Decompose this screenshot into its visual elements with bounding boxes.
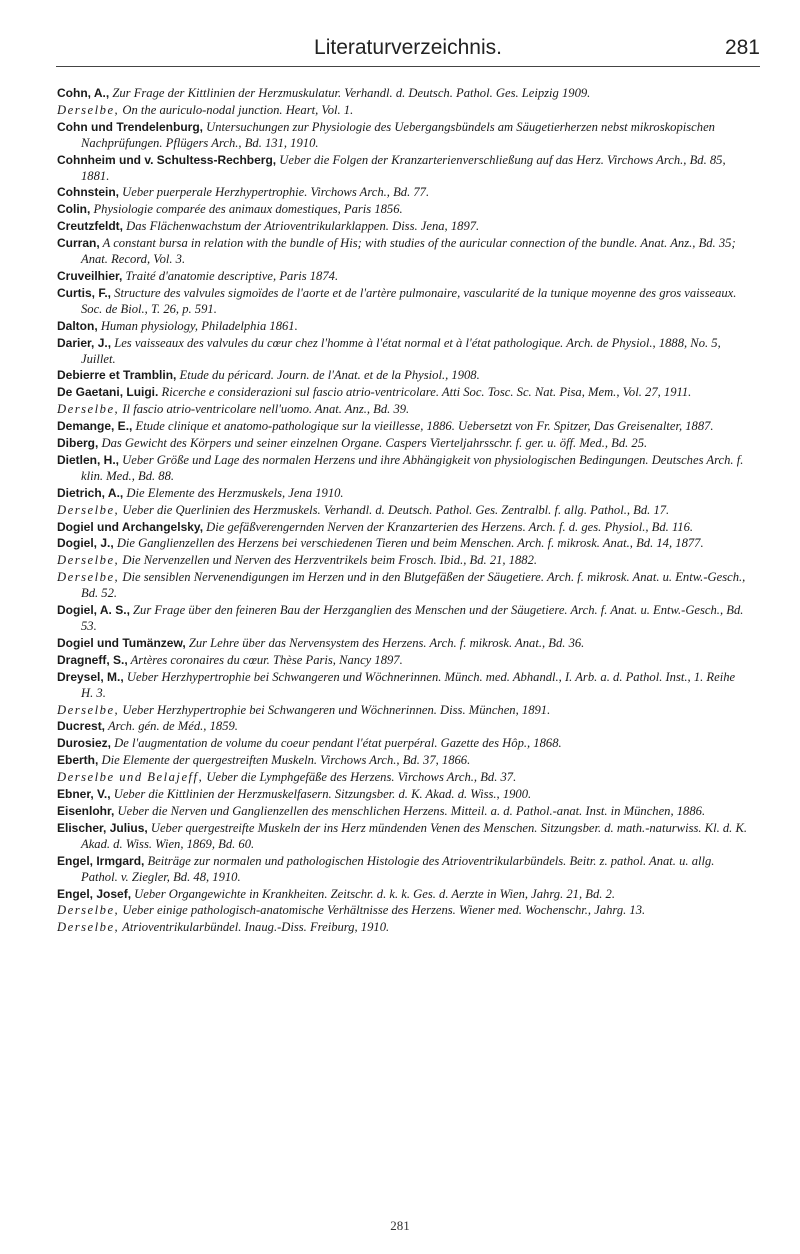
- reference-author: Dalton,: [57, 318, 98, 333]
- reference-author: Ebner, V.,: [57, 787, 111, 802]
- reference-author: Cohnstein,: [57, 185, 119, 200]
- reference-entry: [57, 520, 747, 536]
- header-page-number: 281: [724, 36, 760, 59]
- reference-text: Etude clinique et anatomo-pathologique sur la vieillesse, 1886. Uebersetzt von Fr. Spitzer, Das Greisenalter, 1887.: [132, 419, 714, 434]
- reference-text: Ricerche e considerazioni sul fascio atrio-ventricolare. Atti Soc. Tosc. Sc. Nat. Pisa, Mem., Vol. 27, 1911.: [158, 385, 692, 400]
- reference-author: Cohn und Trendelenburg,: [57, 119, 203, 134]
- reference-entry: [57, 787, 747, 803]
- reference-entry: [57, 670, 747, 702]
- reference-text: Arch. gén. de Méd., 1859.: [105, 719, 238, 734]
- reference-author: Dietrich, A.,: [57, 485, 124, 500]
- reference-entry: [57, 603, 747, 635]
- reference-author: Derselbe und Belajeff,: [57, 770, 204, 785]
- reference-author: Derselbe,: [57, 702, 120, 717]
- running-header: [56, 32, 760, 67]
- reference-entry: [57, 286, 747, 318]
- reference-author: Elischer, Julius,: [57, 820, 148, 835]
- reference-author: Darier, J.,: [57, 335, 112, 350]
- reference-author: Creutzfeldt,: [57, 219, 123, 234]
- reference-author: Derselbe,: [57, 903, 120, 918]
- reference-entry: [57, 436, 747, 452]
- reference-author: Cohn, A.,: [57, 86, 110, 100]
- reference-entry: [57, 753, 747, 769]
- reference-author: Dogiel, J.,: [57, 536, 114, 551]
- reference-entry: [57, 319, 747, 335]
- reference-text: Ueber puerperale Herzhypertrophie. Virchows Arch., Bd. 77.: [119, 185, 430, 200]
- reference-text: Die Nervenzellen und Nerven des Herzventrikels beim Frosch. Ibid., Bd. 21, 1882.: [119, 553, 538, 568]
- reference-entry: [57, 854, 747, 886]
- reference-text: Die gefäßverengernden Nerven der Kranzarterien des Herzens. Arch. f. d. ges. Physiol., Bd. 116.: [203, 519, 694, 534]
- reference-entry: [57, 86, 747, 102]
- reference-entry: [57, 503, 747, 519]
- reference-author: Eberth,: [57, 753, 99, 768]
- reference-entry: [57, 185, 747, 201]
- reference-entry: [57, 120, 747, 152]
- reference-author: Curtis, F.,: [57, 285, 112, 300]
- reference-author: Derselbe,: [57, 102, 120, 117]
- reference-entry: [57, 804, 747, 820]
- reference-text: Ueber Herzhypertrophie bei Schwangeren und Wöchnerinnen. Münch. med. Abhandl., I. Arb. a. d. Pathol. Inst., 1. Reihe H. 3.: [81, 669, 736, 700]
- reference-text: Ueber die Lymphgefäße des Herzens. Virchows Arch., Bd. 37.: [203, 770, 517, 785]
- reference-text: Das Flächenwachstum der Atrioventrikularklappen. Diss. Jena, 1897.: [123, 219, 480, 234]
- reference-author: Debierre et Tramblin,: [57, 368, 177, 383]
- reference-author: Curran,: [57, 236, 100, 251]
- reference-author: Cruveilhier,: [57, 268, 123, 283]
- reference-entry: [57, 486, 747, 502]
- reference-text: Physiologie comparée des animaux domestiques, Paris 1856.: [90, 202, 403, 217]
- reference-text: Ueber die Kittlinien der Herzmuskelfasern. Sitzungsber. d. K. Akad. d. Wiss., 1900.: [110, 787, 532, 802]
- reference-author: Derselbe,: [57, 502, 120, 517]
- reference-author: Derselbe,: [57, 553, 120, 568]
- reference-entry: [57, 402, 747, 418]
- reference-author: Eisenlohr,: [57, 803, 115, 818]
- reference-author: Dietlen, H.,: [57, 452, 120, 467]
- reference-text: Zur Frage über den feineren Bau der Herzganglien des Menschen und der Säugetiere. Arch. f. Anat. u. Entw.-Gesch., Bd. 53.: [81, 603, 744, 633]
- reference-text: Zur Lehre über das Nervensystem des Herzens. Arch. f. mikrosk. Anat., Bd. 36.: [185, 635, 585, 650]
- reference-entry: [57, 719, 747, 735]
- reference-text: Structure des valvules sigmoïdes de l'aorte et de l'artère pulmonaire, vascularité de la tunique moyenne des gros vaisseaux. Soc. de Biol., T. 26, p. 591.: [81, 285, 737, 316]
- reference-text: On the auriculo-nodal junction. Heart, Vol. 1.: [119, 102, 354, 117]
- reference-text: Beiträge zur normalen und pathologischen Histologie des Atrioventrikularbündels. Beitr. z. pathol. Anat. u. allg. Pathol. v. Ziegler, Bd. 48, 1910.: [81, 853, 715, 884]
- reference-text: Ueber quergestreifte Muskeln der ins Herz mündenden Venen des Menschen. Sitzungsber. d. math.-naturwiss. Kl. d. K. Akad. d. Wiss. Wien, 1869, Bd. 60.: [81, 820, 748, 851]
- reference-entry: [57, 821, 747, 853]
- reference-text: Die Ganglienzellen des Herzens bei verschiedenen Tieren und beim Menschen. Arch. f. mikrosk. Anat., Bd. 14, 1877.: [113, 536, 704, 551]
- reference-entry: [57, 770, 747, 786]
- reference-text: Ueber Größe und Lage des normalen Herzens und ihre Abhängigkeit von physiologischen Bedingungen. Deutsches Arch. f. klin. Med., Bd. 88.: [81, 452, 744, 483]
- reference-text: Traité d'anatomie descriptive, Paris 1874.: [122, 268, 339, 283]
- reference-author: Cohnheim und v. Schultess-Rechberg,: [57, 152, 277, 167]
- reference-entry: [57, 887, 747, 903]
- reference-author: Dogiel, A. S.,: [57, 603, 130, 618]
- reference-entry: [57, 368, 747, 384]
- reference-entry: [57, 536, 747, 552]
- reference-text: Ueber Herzhypertrophie bei Schwangeren und Wöchnerinnen. Diss. München, 1891.: [119, 702, 551, 717]
- reference-entry: [57, 103, 747, 119]
- reference-author: Engel, Josef,: [57, 886, 132, 901]
- reference-text: Ueber einige pathologisch-anatomische Verhältnisse des Herzens. Wiener med. Wochenschr., Jahrg. 13.: [119, 903, 646, 918]
- reference-text: Etude du péricard. Journ. de l'Anat. et de la Physiol., 1908.: [176, 368, 480, 383]
- reference-text: Human physiology, Philadelphia 1861.: [97, 318, 298, 333]
- reference-author: Dragneff, S.,: [57, 652, 128, 667]
- reference-author: Derselbe,: [57, 570, 120, 585]
- reference-entry: [57, 202, 747, 218]
- reference-entry: [57, 703, 747, 719]
- reference-text: Zur Frage der Kittlinien der Herzmuskulatur. Verhandl. d. Deutsch. Pathol. Ges. Leipzig 1909.: [109, 86, 591, 100]
- reference-text: Il fascio atrio-ventricolare nell'uomo. Anat. Anz., Bd. 39.: [119, 402, 410, 417]
- reference-entry: [57, 219, 747, 235]
- reference-entry: [57, 553, 747, 569]
- reference-author: Derselbe,: [57, 402, 120, 417]
- reference-text: Die Elemente der quergestreiften Muskeln. Virchows Arch., Bd. 37, 1866.: [98, 753, 471, 768]
- reference-text: Untersuchungen zur Physiologie des Uebergangsbündels am Säugetierherzen nebst mikroskopischen Nachprüfungen. Pflügers Arch., Bd. 131, 1910.: [81, 119, 715, 150]
- reference-entry: [57, 236, 747, 268]
- reference-author: Dreysel, M.,: [57, 669, 124, 684]
- reference-entry: [57, 636, 747, 652]
- reference-entry: [57, 653, 747, 669]
- reference-text: Les vaisseaux des valvules du cœur chez l'homme à l'état normal et à l'état pathologique. Arch. de Physiol., 1888, No. 5, Juillet.: [81, 335, 721, 366]
- reference-text: A constant bursa in relation with the bundle of His; with studies of the auricular connection of the bundle. Anat. Anz., Bd. 35; Anat. Record, Vol. 3.: [81, 236, 736, 267]
- reference-author: Durosiez,: [57, 736, 112, 751]
- reference-text: Das Gewicht des Körpers und seiner einzelnen Organe. Caspers Vierteljahrsschr. f. ger. u. öff. Med., Bd. 25.: [98, 436, 648, 451]
- reference-author: Demange, E.,: [57, 419, 133, 434]
- reference-author: Colin,: [57, 202, 91, 217]
- reference-author: Diberg,: [57, 436, 99, 451]
- reference-entry: [57, 920, 747, 936]
- reference-entry: [57, 453, 747, 485]
- reference-author: Ducrest,: [57, 719, 106, 734]
- reference-entry: [57, 419, 747, 435]
- reference-author: De Gaetani, Luigi.: [57, 385, 159, 400]
- reference-text: Ueber die Querlinien des Herzmuskels. Verhandl. d. Deutsch. Pathol. Ges. Zentralbl. f. allg. Pathol., Bd. 17.: [119, 502, 670, 517]
- reference-author: Dogiel und Tumänzew,: [57, 635, 186, 650]
- reference-author: Dogiel und Archangelsky,: [57, 519, 204, 534]
- footer-page-number: 281: [390, 1218, 410, 1233]
- reference-text: Atrioventrikularbündel. Inaug.-Diss. Freiburg, 1910.: [119, 920, 390, 935]
- reference-author: Derselbe,: [57, 920, 120, 935]
- reference-entry: [57, 736, 747, 752]
- reference-text: Ueber Organgewichte in Krankheiten. Zeitschr. d. k. k. Ges. d. Aerzte in Wien, Jahrg. 21, Bd. 2.: [131, 886, 615, 901]
- reference-entry: [57, 570, 747, 602]
- reference-entry: [57, 385, 747, 401]
- reference-text: Ueber die Nerven und Ganglienzellen des menschlichen Herzens. Mitteil. a. d. Pathol.-anat. Inst. in München, 1886.: [114, 803, 706, 818]
- reference-entry: [57, 336, 747, 368]
- reference-list: [57, 86, 747, 937]
- reference-entry: [57, 153, 747, 185]
- reference-text: De l'augmentation de volume du coeur pendant l'état puerpéral. Gazette des Hôp., 1868.: [111, 736, 562, 751]
- reference-text: Die sensiblen Nervenendigungen im Herzen und in den Blutgefäßen der Säugetiere. Arch. f. mikrosk. Anat. u. Entw.-Gesch., Bd. 52.: [81, 570, 746, 601]
- reference-entry: [57, 903, 747, 919]
- reference-entry: [57, 269, 747, 285]
- running-title: Literaturverzeichnis.: [314, 36, 502, 59]
- reference-text: Die Elemente des Herzmuskels, Jena 1910.: [123, 485, 344, 500]
- reference-author: Engel, Irmgard,: [57, 853, 145, 868]
- reference-text: Artères coronaires du cœur. Thèse Paris, Nancy 1897.: [127, 652, 403, 667]
- reference-text: Ueber die Folgen der Kranzarterienverschließung auf das Herz. Virchows Arch., Bd. 85, 1881.: [81, 152, 726, 183]
